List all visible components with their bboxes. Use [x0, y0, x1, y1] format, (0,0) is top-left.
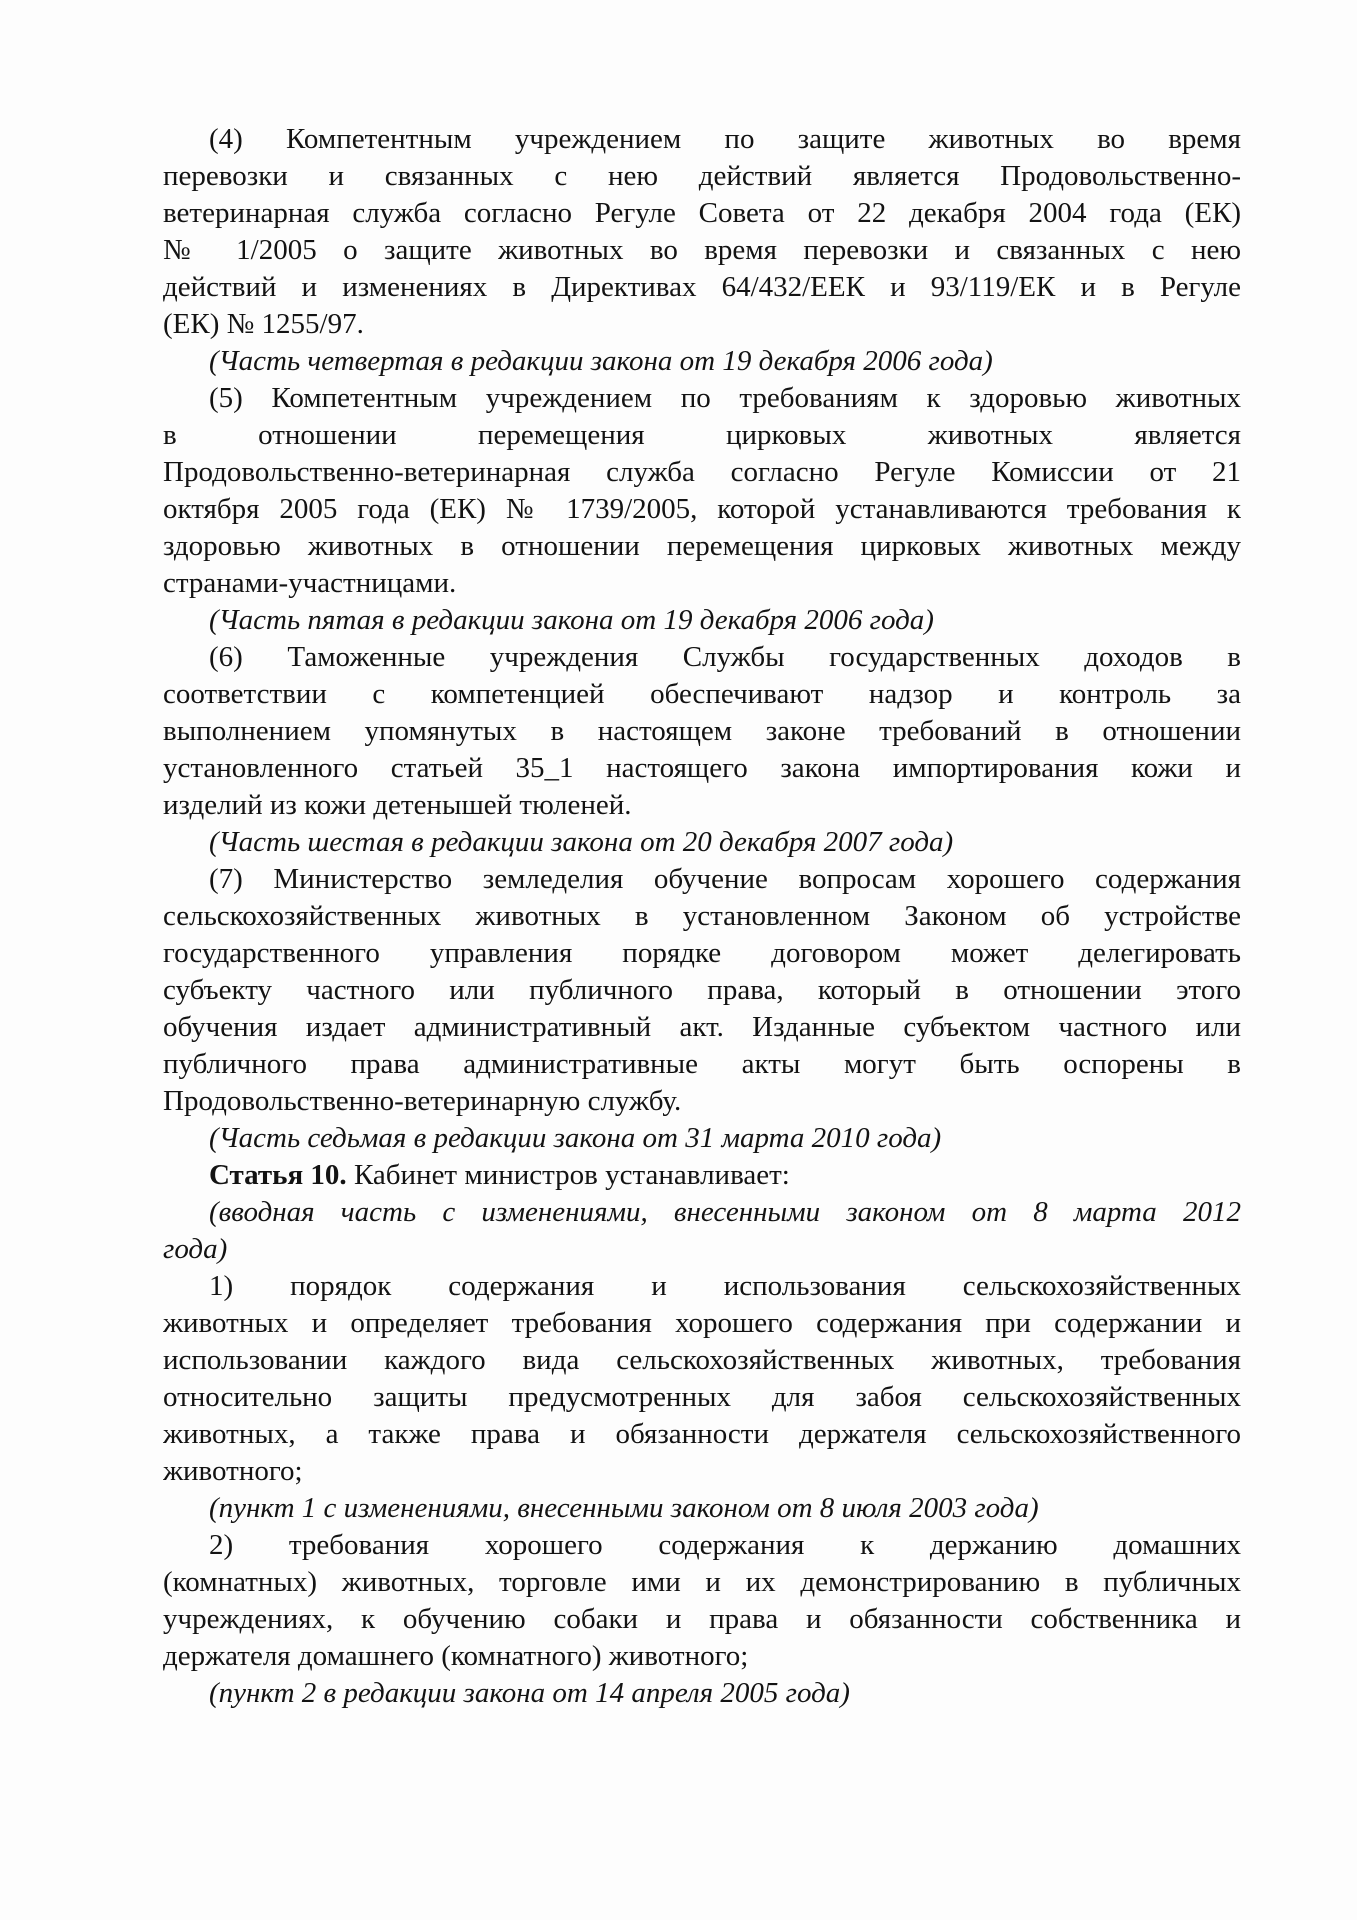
amendment-note: [163, 602, 1241, 639]
text-line: (пункт 2 в редакции закона от 14 апреля 2005 года): [209, 1677, 850, 1709]
text-line: октября 2005 года (ЕК) № 1739/2005, которой устанавливаются требования к: [163, 493, 1241, 525]
article-number: Статья 10.: [209, 1159, 347, 1191]
text-line: (пункт 1 с изменениями, внесенными законом от 8 июля 2003 года): [209, 1492, 1039, 1524]
text-line: ветеринарная служба согласно Регуле Совета от 22 декабря 2004 года (ЕК): [163, 197, 1241, 229]
text-line: животных, а также права и обязанности держателя сельскохозяйственного: [163, 1418, 1241, 1450]
text-line: странами-участницами.: [163, 567, 457, 599]
text-line: субъекту частного или публичного права, который в отношении этого: [163, 974, 1241, 1006]
text-line: 2) требования хорошего содержания к держанию домашних: [209, 1529, 1241, 1561]
body-paragraph: [163, 1268, 1241, 1490]
amendment-note: [163, 1490, 1241, 1527]
text-line: № 1/2005 о защите животных во время перевозки и связанных с нею: [163, 234, 1241, 266]
text-line: государственного управления порядке договором может делегировать: [163, 937, 1241, 969]
text-line: (7) Министерство земледелия обучение вопросам хорошего содержания: [209, 863, 1241, 895]
body-paragraph: [163, 639, 1241, 824]
text-line: действий и изменениях в Директивах 64/432/ЕЕК и 93/119/ЕК и в Регуле: [163, 271, 1241, 303]
text-line: учреждениях, к обучению собаки и права и обязанности собственника и: [163, 1603, 1241, 1635]
text-line: 1) порядок содержания и использования сельскохозяйственных: [209, 1270, 1241, 1302]
text-line: в отношении перемещения цирковых животных является: [163, 419, 1241, 451]
text-line: держателя домашнего (комнатного) животного;: [163, 1640, 749, 1672]
text-line: года): [163, 1233, 228, 1265]
text-line: перевозки и связанных с нею действий является Продовольственно-: [163, 160, 1241, 192]
text-line: сельскохозяйственных животных в установленном Законом об устройстве: [163, 900, 1241, 932]
text-line: (Часть шестая в редакции закона от 20 декабря 2007 года): [209, 826, 954, 858]
amendment-note: [163, 343, 1241, 380]
body-paragraph: [163, 380, 1241, 602]
text-line: относительно защиты предусмотренных для забоя сельскохозяйственных: [163, 1381, 1241, 1413]
amendment-note: [163, 1675, 1241, 1712]
text-line: (5) Компетентным учреждением по требованиям к здоровью животных: [209, 382, 1241, 414]
text-line: [163, 1157, 1241, 1194]
text-line: установленного статьей 35_1 настоящего закона импортирования кожи и: [163, 752, 1241, 784]
text-line: животных и определяет требования хорошего содержания при содержании и: [163, 1307, 1241, 1339]
text-line: (комнатных) животных, торговле ими и их демонстрированию в публичных: [163, 1566, 1241, 1598]
text-line: Продовольственно-ветеринарную службу.: [163, 1085, 682, 1117]
text-line: (ЕК) № 1255/97.: [163, 308, 364, 340]
amendment-note: [163, 824, 1241, 861]
text-line: (6) Таможенные учреждения Службы государственных доходов в: [209, 641, 1241, 673]
text-line: публичного права административные акты могут быть оспорены в: [163, 1048, 1241, 1080]
document-page-text: [163, 121, 1241, 1712]
body-paragraph: [163, 121, 1241, 343]
text-line: (Часть пятая в редакции закона от 19 декабря 2006 года): [209, 604, 934, 636]
text-line: выполнением упомянутых в настоящем законе требований в отношении: [163, 715, 1241, 747]
amendment-note: [163, 1120, 1241, 1157]
text-line: (4) Компетентным учреждением по защите животных во время: [209, 123, 1241, 155]
text-line: изделий из кожи детенышей тюленей.: [163, 789, 632, 821]
text-line: соответствии с компетенцией обеспечивают надзор и контроль за: [163, 678, 1241, 710]
article-heading: [163, 1157, 1241, 1194]
text-line: использовании каждого вида сельскохозяйственных животных, требования: [163, 1344, 1241, 1376]
amendment-note: [163, 1194, 1241, 1268]
text-line: (Часть седьмая в редакции закона от 31 марта 2010 года): [209, 1122, 942, 1154]
text-line: обучения издает административный акт. Изданные субъектом частного или: [163, 1011, 1241, 1043]
text-line: (вводная часть с изменениями, внесенными законом от 8 марта 2012: [209, 1196, 1241, 1228]
text-line: животного;: [163, 1455, 303, 1487]
text-line: Продовольственно-ветеринарная служба согласно Регуле Комиссии от 21: [163, 456, 1241, 488]
body-paragraph: [163, 1527, 1241, 1675]
body-paragraph: [163, 861, 1241, 1120]
article-title: Кабинет министров устанавливает:: [353, 1159, 790, 1191]
text-line: (Часть четвертая в редакции закона от 19 декабря 2006 года): [209, 345, 993, 377]
text-line: здоровью животных в отношении перемещения цирковых животных между: [163, 530, 1241, 562]
